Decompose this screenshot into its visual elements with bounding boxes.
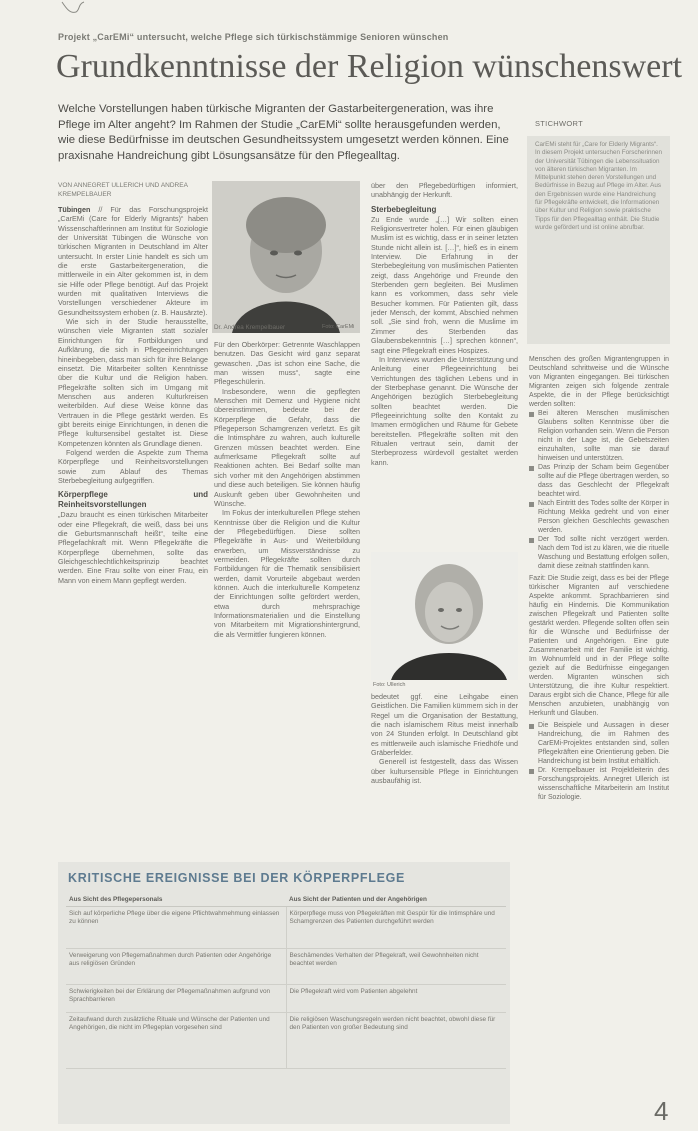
col2-paragraph-3: Im Fokus der interkulturellen Pflege stehen Kenntnisse über die Religion und die Kultur der Pflegebedürftigen. Diese sollten Pflegekräfte in Aus- und Weiterbildung erwerben, um Missverständnisse zu vermeiden. Pflegekräfte sollten durch Fortbildungen für die Thematik sensibilisiert werden, damit Vorurteile abgebaut werden können. Auch die interkulturelle Kompetenz der Einrichtungen sollte gefördert werden, etwa durch mehrsprachige Informationsmaterialien und die Einstellung von Mitarbeitern mit Migrationshintergrund, die als Vermittler fungieren können.: [214, 508, 360, 639]
column-1: [58, 205, 208, 855]
photo1-caption: Dr. Andrea Krempelbauer: [214, 324, 286, 331]
col4-bullet-6: Dr. Krempelbauer ist Projektleiterin des Forschungsprojekts. Annegret Ullerich ist wissenschaftliche Mitarbeiterin am Institut für Soziologie.: [529, 766, 669, 802]
col4-bullet-3: Nach Eintritt des Todes sollte der Körper in Richtung Mekka gedreht und von einer Person gleichen Geschlechts gewaschen werden.: [529, 499, 669, 535]
column-2: [214, 340, 360, 855]
table-row: [66, 907, 506, 949]
subheading-sterbebegleitung: Sterbebegleitung: [371, 204, 437, 214]
critical-events-title: KRITISCHE EREIGNISSE BEI DER KÖRPERPFLEGE: [68, 871, 406, 885]
table-cell: Schwierigkeiten bei der Erklärung der Pflegemaßnahmen aufgrund von Sprachbarrieren: [66, 985, 286, 1013]
critical-events-table: [66, 894, 506, 1069]
col1-paragraph-1: [58, 205, 208, 317]
subheading-koerperpflege: Körperpflege und Reinheitsvorstellungen: [58, 490, 208, 510]
col3-paragraph-4: Generell ist festgestellt, dass das Wissen über kultursensible Pflege in Einrichtungen ausbaufähig ist.: [371, 757, 518, 786]
col3-paragraph-3: bedeutet ggf. eine Leihgabe einen Geistlichen. Die Familien kümmern sich in der Regel um die Organisation der Bestattung, die nach islamischem Ritus meist innerhalb von 24 Stunden erfolgt. In Deutschland gibt es mittlerweile auch islamische Friedhöfe und Gräberfelder.: [371, 692, 518, 758]
col4-paragraph-1: Menschen des großen Migrantengruppen in Deutschland schrittweise und die Wünsche von Migranten eingegangen. Bei türkischen Migranten zeigen sich folgende zentrale Aspekte, die in der Pflege berücksichtigt werden sollten:: [529, 356, 669, 408]
table-row: [66, 985, 506, 1013]
column-4: [529, 355, 669, 1080]
table-cell: Beschämendes Verhalten der Pflegekraft, weil Gewohnheiten nicht beachtet werden: [286, 949, 506, 985]
table-cell: Verweigerung von Pflegemaßnahmen durch Patienten oder Angehörige aus religiösen Gründen: [66, 949, 286, 985]
table-row: [66, 949, 506, 985]
photo-krempelbauer: [212, 181, 360, 333]
article-lead: Welche Vorstellungen haben türkische Migranten der Gastarbeitergeneration, was ihre Pflege im Alter angeht? Im Rahmen der Studie „CarEMi“ sollte herausgefunden werden, wie diese Bedürfnisse im deutschen Gesundheitssystem umgesetzt werden können. Eine praxisnahe Handreichung gibt Lösungsansätze für den Pflegealltag.: [58, 103, 509, 162]
col4-bullet-4: Der Tod sollte nicht verzögert werden. Nach dem Tod ist zu klären, wie die rituelle Waschung und Bestattung erfolgen sollen, damit diese zeitnah stattfinden kann.: [529, 535, 669, 571]
page-number: 4: [654, 1096, 669, 1126]
table-header-staff: Aus Sicht des Pflegepersonals: [66, 894, 286, 907]
table-cell: Die religiösen Waschungsregeln werden nicht beachtet, obwohl diese für den Patienten von großer Bedeutung sind: [286, 1013, 506, 1069]
col1-paragraph-4: „Dazu braucht es einen türkischen Mitarbeiter oder eine Pflegekraft, die weiß, dass bei uns die Geburtsmannschaft heißt“, teilte eine Pflegefachkraft mit. Wenn Pflegekräfte die Körperpflege übernehmen, sollte das Gleichgeschlechtlichkeitsprinzip beachtet werden. Eine Frau sollte von einer Frau, ein Mann von einem Mann gepflegt werden.: [58, 510, 208, 585]
col4-bullet-2: Das Prinzip der Scham beim Gegenüber sollte auf die Pflege übertragen werden, so dass das Geschlecht der Pflegekraft beachtet wird.: [529, 463, 669, 499]
col3-paragraph-1: Zu Ende wurde „[…] Wir sollten einen Religionsvertreter holen. Für einen gläubigen Muslim ist es wichtig, dass er in seiner letzten Stunde nicht allein ist. […]“, hieß es in einem Interview. Die Erfahrung in der Sterbebegleitung von muslimischen Patienten zeigt, dass Angehörige und Freunde den Sterbenden gern begleiten. Bei Muslimen kann es vorkommen, dass sehr viele Besucher kommen. Für Patienten gilt, dass jeder Mensch, der kommt, Abschied nehmen soll. „Sie sind froh, wenn die Muslime im Zimmer des Sterbenden das Glaubensbekenntnis […] sprechen können“, sagt eine Pflegekraft eines Hospizes.: [371, 214, 518, 355]
table-row: [66, 1013, 506, 1069]
table-cell: Zeitaufwand durch zusätzliche Rituale und Wünsche der Patienten und Angehörigen, die nicht im Pflegeplan vorgesehen sind: [66, 1013, 286, 1069]
dateline: Tübingen: [58, 205, 91, 214]
col1-paragraph-2: Wie sich in der Studie herausstellte, wünschen viele Migranten statt sozialer Einrichtungen für Fortbildungen und Aufklärung, die sich in Pflegeeinrichtungen hineinbegeben, dass man sich für ihre Belange einsetzt. Die Mitarbeiter sollten Kenntnisse über die Kultur und die Religion haben. Pflegekräfte sollten sich im Umgang mit Menschen aus anderen Kulturkreisen weiterbilden. Auf diese Weise könne das Vertrauen in die Pflege gestärkt werden. Es gibt bereits einige Einrichtungen, in denen die Pflege kultursensibel gestaltet ist. Diese Kompetenzen könnten als Grundlage dienen.: [58, 317, 208, 448]
sidebar-label: STICHWORT: [535, 119, 583, 128]
table-cell: Körperpflege muss von Pflegekräften mit Gespür für die Intimsphäre und Schamgrenzen des Patienten durchgeführt werden: [286, 907, 506, 949]
col3-paragraph-0: über den Pflegebedürftigen informiert, unabhängig der Herkunft.: [371, 181, 518, 200]
column-3-top: [371, 181, 518, 546]
col4-bullet-5: Die Beispiele und Aussagen in dieser Handreichung, die im Rahmen des CarEMi-Projektes entstanden sind, sollen Pflegekräften eine Orientierung geben. Die Handreichung ist beim Institut erhältlich.: [529, 721, 669, 766]
pen-scribble-mark: [58, 0, 88, 18]
photo2-credit: Foto: Ullerich: [373, 682, 406, 688]
portrait-illustration: [212, 181, 360, 333]
col3-paragraph-2: In Interviews wurden die Unterstützung und Anleitung einer Pflegeeinrichtung bei Verrichtungen des täglichen Lebens und in der Sterbephase genannt. Die Wünsche der Angehörigen bezüglich Sterbebegleitung sollten beachtet werden. Die Pflegeeinrichtung sollte den Kontakt zu Imamen ermöglichen und Räume für Gebete bereitstellen. Pflegekräfte sollten mit den Ritualen vertraut sein, damit der Sterbeprozess würdevoll gestaltet werden kann.: [371, 354, 518, 467]
article-title: Grundkenntnisse der Religion wünschenswert: [56, 48, 683, 85]
col1-paragraph-1-text: // Für das Forschungsprojekt „CarEMi (Care for Elderly Migrants)“ haben Wissenschaftlerinnen am Institut für Soziologie der Universität Tübingen die Wünsche von türkischen Migranten in Deutschland im Alter untersucht. In erster Linie handelt es sich um die erste Gastarbeitergeneration, die mittlerweile in ein Alter gekommen ist, in dem sie Hilfe oder Pflege benötigt. Auf das Projekt wurden mit qualitativen Interviews die Vorstellungen verschiedener Akteure im Gesundheitssystem erhoben (z. B. Hausärzte).: [58, 205, 208, 317]
col2-paragraph-1: Für den Oberkörper: Getrennte Waschlappen benutzen. Das Gesicht wird ganz separat gewaschen. „Das ist schon eine Sache, die man wissen muss“, sagte eine Pflegeschülerin.: [214, 340, 360, 387]
col4-bullet-1: Bei älteren Menschen muslimischen Glaubens sollten Kenntnisse über die Religion vorhanden sein. Wenn die Person nicht in der Lage ist, die Gebetszeiten einzuhalten, sollte man sie darauf hinweisen und unterstützen.: [529, 409, 669, 463]
table-cell: Sich auf körperliche Pflege über die eigene Pflichtwahrnehmung einlassen zu können: [66, 907, 286, 949]
column-3-bottom: [371, 692, 518, 854]
table-cell: Die Pflegekraft wird vom Patienten abgelehnt: [286, 985, 506, 1013]
portrait-illustration-2: [371, 552, 518, 680]
byline: VON ANNEGRET ULLERICH UND ANDREA KREMPELBAUER: [58, 182, 188, 198]
kicker-line: Projekt „CarEMi“ untersucht, welche Pflege sich türkischstämmige Senioren wünschen: [58, 32, 449, 42]
photo-ullerich: [371, 552, 518, 680]
col4-paragraph-2: Fazit: Die Studie zeigt, dass es bei der Pflege türkischer Migranten auf verschiedene Aspekte ankommt. Sprachbarrieren sind häufig ein Hindernis. Die Kommunikation zwischen Pflegekraft und Patienten sollte gestärkt werden. Pflegende sollten offen sein für die Wünsche und Bedürfnisse der Patienten und Angehörigen. Eine gute Zusammenarbeit mit der Familie ist wichtig. Im Wohnumfeld und in der Pflege sollte gezielt auf die Bedürfnisse eingegangen werden. Migranten wünschen sich Unterstützung, die ihre Kultur respektiert. Daraus ergibt sich die Chance, Pflege für alle Menschen anzubieten, unabhängig von Herkunft und Glauben.: [529, 575, 669, 717]
sidebar-text: CarEMi steht für „Care for Elderly Migrants“. In diesem Projekt untersuchen Forscherinnen der Universität Tübingen die Lebenssituation von älteren türkischen Migranten. Im Mittelpunkt stehen deren Vorstellungen und Bedürfnisse in Bezug auf Pflege im Alter. Aus den Ergebnissen wurde eine Handreichung für Pflegekräfte entwickelt, die Informationen über Kultur und Religion sowie praktische Tipps für den Pflegealltag enthält. Die Studie wurde gefördert und ist online abrufbar.: [535, 141, 663, 231]
table-header-patients: Aus Sicht der Patienten und der Angehörigen: [286, 894, 506, 907]
col2-paragraph-2: Insbesondere, wenn die gepflegten Menschen mit Demenz und Hygiene nicht übereinstimmen, bedeute bei der Körperpflege die Gefahr, dass die Pflegeperson Schamgrenzen verletzt. Es gilt die Intimsphäre zu wahren, auch kulturelle Grenzen müssen beachtet werden. Eine aufmerksame Pflegekraft sollte auf Reaktionen achten. Bei Bedarf sollte man sich vorher mit den Angehörigen abstimmen und diese auch beteiligen. Sie können häufig Auskunft geben über Gewohnheiten und Wünsche.: [214, 386, 360, 508]
photo1-credit: Foto: CarEMi: [322, 324, 355, 330]
col1-paragraph-3: Folgend werden die Aspekte zum Thema Körperpflege und Reinheitsvorstellungen sowie zum Ablauf des Themas Sterbebegleitung aufgegriffen.: [58, 447, 208, 485]
table-header-row: [66, 894, 506, 907]
